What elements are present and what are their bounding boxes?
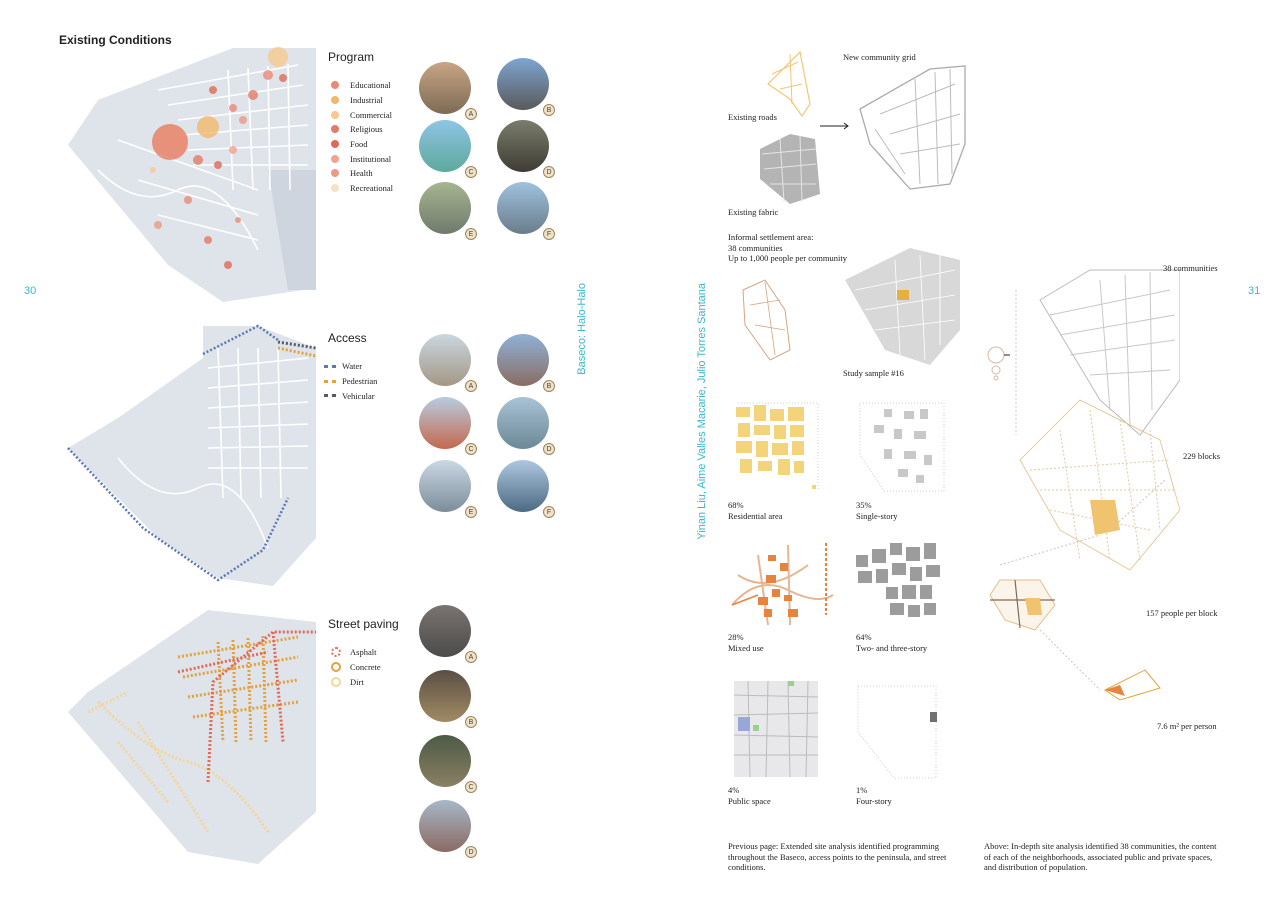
concrete-swatch [331, 662, 341, 672]
four-story-diagram [854, 682, 944, 782]
paving-photo: C [419, 735, 477, 793]
institutional-swatch [331, 155, 339, 163]
pedestrian-swatch [324, 380, 336, 383]
running-title: Baseco: Halo-Halo [576, 283, 588, 375]
existing-fabric-label: Existing fabric [728, 207, 779, 217]
page-title: Existing Conditions [59, 33, 172, 47]
stat-public-space: 4% Public space [728, 785, 771, 806]
legend-item: Dirt [331, 674, 381, 689]
public-space-diagram [728, 675, 840, 783]
legend-item: Educational [331, 78, 393, 93]
access-photo: B [497, 334, 555, 392]
legend-item: Vehicular [324, 388, 377, 403]
stat-residential: 68% Residential area [728, 500, 783, 521]
program-photo: C [419, 120, 477, 178]
paving-legend [331, 645, 381, 689]
legend-item: Food [331, 137, 393, 152]
access-photo: E [419, 460, 477, 518]
dirt-swatch [331, 677, 341, 687]
legend-item: Concrete [331, 660, 381, 675]
community-blocks-diagram [980, 260, 1180, 700]
single-story-diagram [854, 395, 954, 497]
legend-item: Religious [331, 122, 393, 137]
new-grid-label: New community grid [843, 52, 916, 62]
program-photo: A [419, 62, 477, 120]
program-photo: E [419, 182, 477, 240]
legend-item: Commercial [331, 107, 393, 122]
informal-area-label: Informal settlement area: 38 communities Up to 1,000 people per community [728, 232, 847, 263]
program-photo: F [497, 182, 555, 240]
per-person-label: 7.6 m² per person [1157, 721, 1217, 731]
legend-item: Institutional [331, 151, 393, 166]
educational-swatch [331, 81, 339, 89]
two-three-story-diagram [850, 535, 950, 631]
commercial-swatch [331, 111, 339, 119]
stat-four-story: 1% Four-story [856, 785, 892, 806]
religious-swatch [331, 125, 339, 133]
paving-legend-title: Street paving [328, 617, 399, 631]
access-legend [324, 359, 377, 403]
legend-item: Water [324, 359, 377, 374]
people-per-block-label: 157 people per block [1146, 608, 1218, 618]
paving-photo: D [419, 800, 477, 858]
program-photo: D [497, 120, 555, 178]
community-grid-diagram [750, 44, 970, 214]
access-photo: F [497, 460, 555, 518]
industrial-swatch [331, 96, 339, 104]
recreational-swatch [331, 184, 339, 192]
caption-previous-page: Previous page: Extended site analysis identified programming throughout the Baseco, access points to the peninsula, and street conditions. [728, 841, 947, 872]
existing-roads-label: Existing roads [728, 112, 777, 122]
paving-photo: B [419, 670, 477, 728]
access-photo: C [419, 397, 477, 455]
access-map [58, 318, 316, 586]
stat-mixed-use: 28% Mixed use [728, 632, 764, 653]
blocks-label: 229 blocks [1183, 451, 1221, 461]
stat-single-story: 35% Single-story [856, 500, 898, 521]
right-page [640, 0, 1280, 919]
access-legend-title: Access [328, 331, 367, 345]
caption-above: Above: In-depth site analysis identified 38 communities, the content of each of the neighborhoods, associated public and private spaces, and distribution of population. [984, 841, 1217, 872]
access-photo: A [419, 334, 477, 392]
legend-item: Industrial [331, 93, 393, 108]
legend-item: Recreational [331, 181, 393, 196]
legend-item: Health [331, 166, 393, 181]
residential-diagram [728, 395, 836, 497]
study-sample-label: Study sample #16 [843, 368, 904, 378]
health-swatch [331, 169, 339, 177]
vehicular-swatch [324, 394, 336, 397]
mixed-use-diagram [728, 535, 840, 631]
paving-map [58, 602, 316, 866]
water-swatch [324, 365, 336, 368]
food-swatch [331, 140, 339, 148]
page-number-left: 30 [24, 285, 37, 297]
authors: Yinan Liu, Aime Valles Macarie, Julio Torres Santana [696, 283, 708, 540]
study-sample-diagram [735, 240, 965, 370]
program-legend [331, 78, 393, 196]
program-photo: B [497, 58, 555, 116]
program-map [58, 40, 316, 302]
communities-label: 38 communities [1163, 263, 1218, 273]
page-number-right: 31 [1248, 285, 1261, 297]
asphalt-swatch [331, 647, 341, 657]
program-legend-title: Program [328, 50, 375, 64]
legend-item: Asphalt [331, 645, 381, 660]
access-photo: D [497, 397, 555, 455]
legend-item: Pedestrian [324, 374, 377, 389]
paving-photo: A [419, 605, 477, 663]
stat-two-three-story: 64% Two- and three-story [856, 632, 928, 653]
